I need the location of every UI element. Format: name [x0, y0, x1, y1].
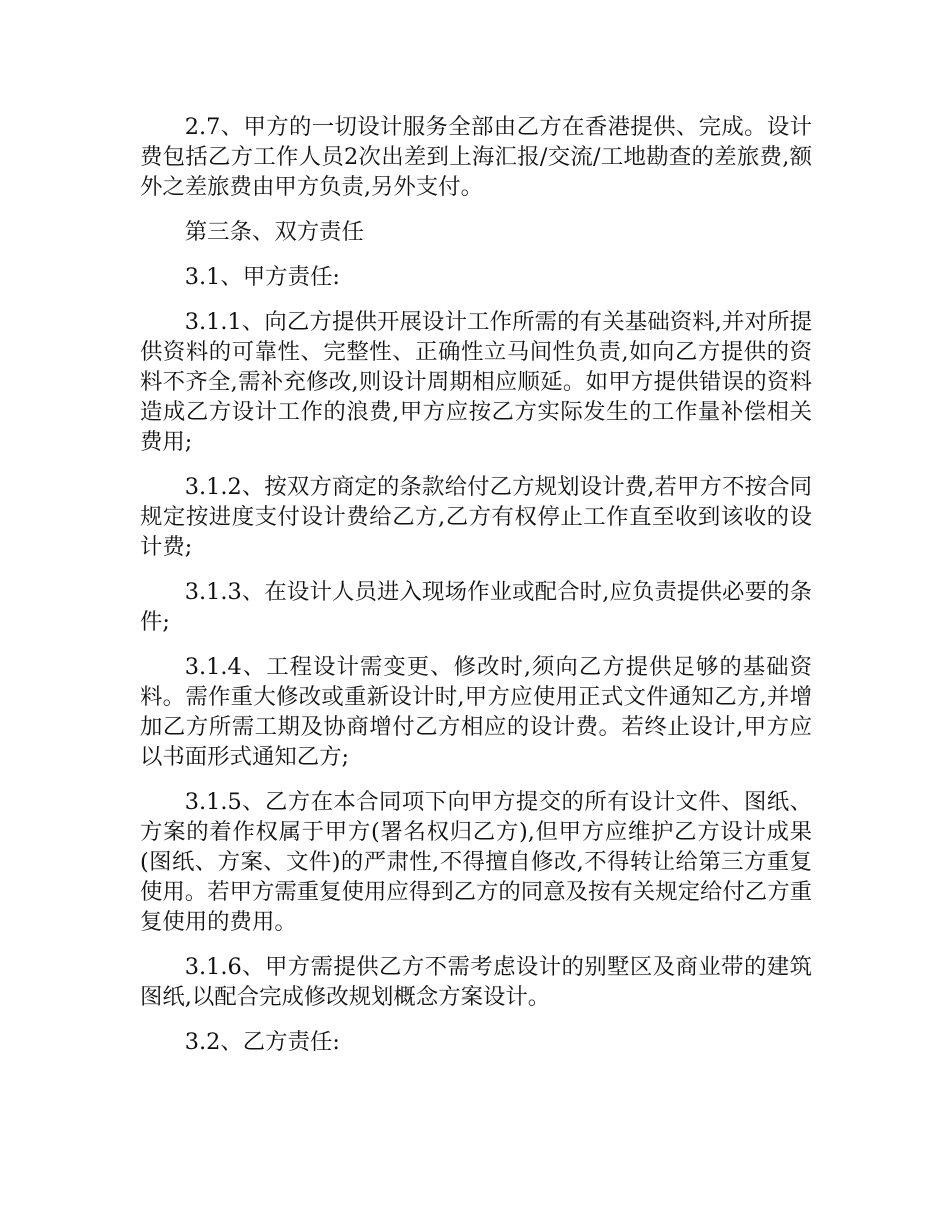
- paragraph-3-1-1: 3.1.1、向乙方提供开展设计工作所需的有关基础资料,并对所提供资料的可靠性、完整性、正确性立马间性负责,如向乙方提供的资料不齐全,需补充修改,则设计周期相应顺延。如甲方提供错误的资料造成乙方设计工作的浪费,甲方应按乙方实际发生的工作量补偿相关费用;: [140, 309, 812, 455]
- paragraph-3-1-4: 3.1.4、工程设计需变更、修改时,须向乙方提供足够的基础资料。需作重大修改或重新设计时,甲方应使用正式文件通知乙方,并增加乙方所需工期及协商增付乙方相应的设计费。若终止设计,甲方应以书面形式通知乙方;: [140, 654, 812, 770]
- paragraph-2-7: 2.7、甲方的一切设计服务全部由乙方在香港提供、完成。设计费包括乙方工作人员2次出差到上海汇报/交流/工地勘查的差旅费,额外之差旅费由甲方负责,另外支付。: [140, 114, 812, 200]
- section-3-1-heading: 3.1、甲方责任:: [184, 264, 340, 290]
- paragraph-3-1-3: 3.1.3、在设计人员进入现场作业或配合时,应负责提供必要的条件;: [140, 579, 812, 635]
- paragraph-3-1-6: 3.1.6、甲方需提供乙方不需考虑设计的别墅区及商业带的建筑图纸,以配合完成修改规划概念方案设计。: [140, 954, 812, 1010]
- paragraph-3-1-5: 3.1.5、乙方在本合同项下向甲方提交的所有设计文件、图纸、方案的着作权属于甲方(署名权归乙方),但甲方应维护乙方设计成果(图纸、方案、文件)的严肃性,不得擅自修改,不得转让给第三方重复使用。若甲方需重复使用应得到乙方的同意及按有关规定给付乙方重复使用的费用。: [140, 789, 812, 935]
- document-body: [140, 112, 812, 1072]
- article-three-heading: 第三条、双方责任: [184, 219, 364, 245]
- paragraph-3-1-2: 3.1.2、按双方商定的条款给付乙方规划设计费,若甲方不按合同规定按进度支付设计费给乙方,乙方有权停止工作直至收到该收的设计费;: [140, 474, 812, 560]
- section-3-2-heading: 3.2、乙方责任:: [184, 1029, 340, 1055]
